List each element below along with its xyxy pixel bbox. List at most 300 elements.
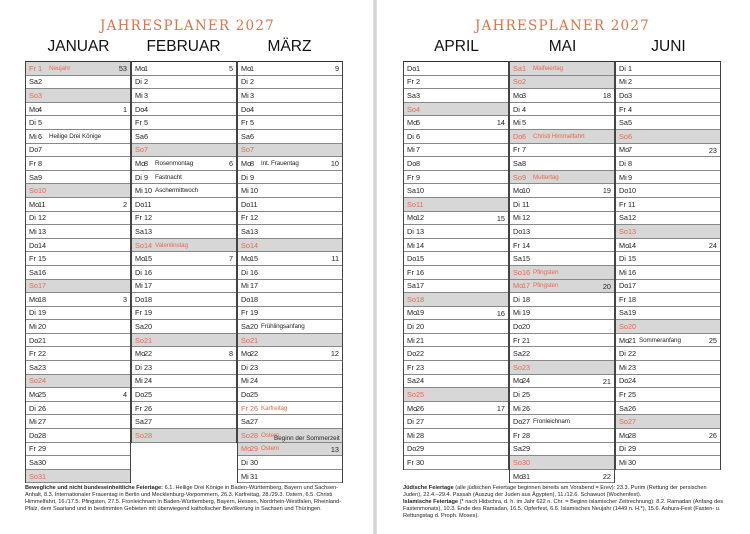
weekday-label: Do (619, 376, 629, 386)
day-number: 14 (416, 240, 425, 250)
footnote-heading-islamic: Islamische Feiertage (403, 499, 459, 506)
event-label: Maifeiertag (533, 64, 564, 72)
day-row (26, 62, 130, 76)
day-row (26, 212, 130, 226)
day-number: 16 (250, 267, 259, 277)
weekday-label: Mi (29, 417, 37, 427)
weekday-label: So (241, 240, 250, 250)
day-number: 3 (250, 90, 255, 100)
weekday-label: Fr (513, 240, 520, 250)
day-row (238, 280, 342, 294)
day-row (26, 388, 130, 402)
weekday-label: So (241, 335, 250, 345)
day-number: 7 (250, 145, 255, 155)
weekday-label: Fr (29, 254, 36, 264)
weekday-label: Sa (619, 213, 628, 223)
day-number: 28 (250, 430, 259, 440)
day-number: 21 (416, 335, 425, 345)
weekday-label: Mo (241, 254, 252, 264)
day-row (26, 429, 130, 443)
weekday-label: Di (513, 294, 520, 304)
day-number: 14 (522, 240, 531, 250)
weekday-label: Mi (407, 335, 415, 345)
day-number: 3 (144, 90, 149, 100)
day-number: 15 (144, 254, 153, 264)
day-row (404, 103, 508, 117)
day-row (616, 212, 720, 226)
day-number: 23 (628, 362, 637, 372)
day-row (404, 347, 508, 361)
weekday-label: Fr (135, 213, 142, 223)
weekday-label: Sa (619, 118, 628, 128)
day-row (404, 130, 508, 144)
day-number: 4 (250, 104, 255, 114)
week-number: 11 (331, 254, 339, 264)
day-row (404, 456, 508, 470)
week-number: 17 (496, 403, 505, 413)
weekday-label: Sa (407, 281, 416, 291)
day-row (132, 280, 236, 294)
day-number: 24 (628, 376, 637, 386)
day-row (510, 443, 614, 457)
weekday-label: So (407, 294, 416, 304)
day-number: 24 (522, 376, 531, 386)
weekday-label: Di (513, 199, 520, 209)
day-row (616, 443, 720, 457)
week-number: 10 (330, 159, 339, 169)
weekday-label: Mi (513, 213, 521, 223)
day-row (26, 252, 130, 266)
day-row (616, 280, 720, 294)
footnote-heading-jewish: Jüdische Feiertage (403, 485, 454, 491)
day-number: 25 (416, 390, 425, 400)
month-header-februar: FEBRUAR (146, 38, 221, 55)
day-number: 3 (416, 90, 421, 100)
day-row (238, 212, 342, 226)
day-number: 29 (628, 444, 637, 454)
weekday-label: Di (29, 213, 36, 223)
day-number: 27 (628, 417, 637, 427)
week-number: 19 (602, 186, 611, 196)
day-row (404, 280, 508, 294)
day-row (404, 388, 508, 402)
day-number: 10 (628, 186, 637, 196)
weekday-label: So (407, 104, 416, 114)
week-number: 18 (602, 91, 611, 101)
day-row (510, 375, 614, 389)
day-number: 26 (38, 403, 47, 413)
weekday-label: Di (407, 131, 414, 141)
weekday-label: Mo (241, 63, 252, 73)
weekday-label: Do (407, 63, 417, 73)
day-row (616, 239, 720, 253)
day-number: 16 (416, 267, 425, 277)
weekday-label: Mo (29, 199, 40, 209)
month-column-februar (131, 61, 237, 443)
day-number: 26 (628, 403, 637, 413)
week-number: 26 (708, 431, 717, 441)
day-number: 3 (522, 90, 527, 100)
weekday-label: Sa (29, 458, 38, 468)
day-row (616, 388, 720, 402)
day-number: 22 (250, 349, 259, 359)
weekday-label: Mi (619, 458, 627, 468)
day-row (132, 76, 236, 90)
weekday-label: Fr (135, 118, 142, 128)
weekday-label: Fr (29, 444, 36, 454)
day-row (510, 116, 614, 130)
week-number: 8 (228, 349, 233, 359)
weekday-label: Fr (619, 199, 626, 209)
weekday-label: Mo (513, 90, 524, 100)
day-row (26, 116, 130, 130)
day-row (238, 198, 342, 212)
day-row (510, 456, 614, 470)
weekday-label: Do (619, 186, 629, 196)
weekday-label: Di (135, 77, 142, 87)
day-row (616, 307, 720, 321)
day-row (26, 470, 130, 484)
weekday-label: Fr (513, 145, 520, 155)
weekday-label: Fr (407, 362, 414, 372)
weekday-label: So (407, 199, 416, 209)
day-number: 11 (250, 199, 258, 209)
day-number: 8 (38, 158, 43, 168)
weekday-label: Mo (135, 254, 146, 264)
day-row (238, 252, 342, 266)
day-number: 11 (522, 199, 530, 209)
weekday-label: So (29, 281, 38, 291)
weekday-label: Di (513, 104, 520, 114)
weekday-label: Fr (241, 308, 248, 318)
day-row (26, 225, 130, 239)
footnote-text-jewish: (alle jüdischen Feiertage beginnen bereits am Vorabend = Erev): 23.3. Purim (Rettung der persischen Juden), 22.4.–29.4. Passah (Auszug der Juden aus Ägypten), 11./12.6. Schawuot (Wochenfest). (403, 485, 707, 499)
weekday-label: Mi (241, 186, 249, 196)
day-number: 18 (416, 294, 425, 304)
day-number: 7 (522, 145, 527, 155)
day-number: 11 (416, 199, 424, 209)
weekday-label: Mo (241, 158, 252, 168)
weekday-label: Do (619, 281, 629, 291)
month-header-maerz: MÄRZ (267, 38, 312, 55)
day-number: 13 (38, 226, 47, 236)
weekday-label: Fr (29, 349, 36, 359)
day-row (238, 293, 342, 307)
weekday-label: Mi (407, 145, 415, 155)
week-number: 20 (602, 281, 611, 291)
weekday-label: Mi (241, 471, 249, 481)
weekday-label: Fr (241, 118, 248, 128)
day-number: 2 (628, 77, 633, 87)
day-number: 5 (628, 118, 633, 128)
day-row (132, 130, 236, 144)
day-number: 17 (522, 281, 531, 291)
day-row (238, 347, 342, 361)
day-row (616, 157, 720, 171)
day-number: 20 (250, 322, 259, 332)
day-row (616, 89, 720, 103)
day-number: 17 (628, 281, 637, 291)
weekday-label: Do (619, 90, 629, 100)
month-header-juni: JUNI (651, 38, 686, 55)
day-number: 15 (38, 254, 47, 264)
day-number: 19 (144, 308, 153, 318)
day-number: 31 (522, 471, 531, 481)
event-label: Muttertag (533, 173, 559, 181)
day-number: 2 (38, 77, 43, 87)
day-row (26, 239, 130, 253)
day-number: 12 (250, 213, 259, 223)
day-number: 7 (144, 145, 149, 155)
day-row (404, 415, 508, 429)
day-row (616, 334, 720, 348)
weekday-label: Fr (407, 77, 414, 87)
day-row (616, 320, 720, 334)
weekday-label: Fr (29, 158, 36, 168)
day-number: 19 (38, 308, 47, 318)
day-number: 9 (522, 172, 527, 182)
week-number: 9 (334, 64, 339, 73)
weekday-label: Do (135, 104, 145, 114)
weekday-label: So (513, 458, 522, 468)
weekday-label: Di (407, 417, 414, 427)
day-row (510, 144, 614, 158)
day-row (132, 225, 236, 239)
weekday-label: Sa (513, 63, 522, 73)
week-number: 4 (122, 390, 127, 400)
day-row (510, 130, 614, 144)
weekday-label: Di (29, 308, 36, 318)
day-row (404, 375, 508, 389)
day-number: 26 (416, 403, 425, 413)
day-row (238, 171, 342, 185)
day-row (510, 198, 614, 212)
day-number: 10 (522, 186, 531, 196)
week-number: 24 (708, 240, 717, 250)
day-number: 27 (250, 417, 259, 427)
weekday-label: Fr (135, 308, 142, 318)
day-number: 22 (144, 349, 153, 359)
weekday-label: Sa (513, 254, 522, 264)
day-row (404, 361, 508, 375)
day-row (510, 470, 614, 484)
week-number: 3 (122, 295, 127, 305)
weekday-label: Di (619, 63, 626, 73)
day-row (132, 239, 236, 253)
day-number: 7 (416, 145, 421, 155)
weekday-label: So (135, 240, 144, 250)
weekday-label: Mo (513, 186, 524, 196)
day-row (26, 266, 130, 280)
day-number: 2 (416, 77, 421, 87)
weekday-label: Do (241, 199, 251, 209)
day-number: 24 (250, 376, 259, 386)
day-number: 2 (522, 77, 527, 87)
day-row (404, 293, 508, 307)
day-number: 28 (38, 430, 47, 440)
day-number: 16 (38, 267, 47, 277)
weekday-label: Di (407, 226, 414, 236)
month-header-april: APRIL (434, 38, 479, 55)
day-row (26, 198, 130, 212)
day-row (510, 171, 614, 185)
day-row (616, 144, 720, 158)
day-row (616, 130, 720, 144)
day-number: 25 (250, 390, 259, 400)
day-row (132, 252, 236, 266)
weekday-label: Fr (29, 63, 36, 73)
month-column-januar (25, 61, 131, 483)
weekday-label: Fr (513, 430, 520, 440)
day-row (616, 429, 720, 443)
day-row (510, 239, 614, 253)
day-number: 21 (522, 335, 531, 345)
weekday-label: Do (241, 294, 251, 304)
day-number: 18 (38, 294, 47, 304)
weekday-label: Sa (619, 308, 628, 318)
day-row (404, 144, 508, 158)
day-number: 24 (144, 376, 153, 386)
weekday-label: Mo (241, 444, 252, 454)
day-row (26, 347, 130, 361)
day-number: 23 (522, 362, 531, 372)
weekday-label: Mo (619, 430, 630, 440)
day-number: 8 (416, 158, 421, 168)
day-number: 2 (250, 77, 255, 87)
weekday-label: Sa (407, 186, 416, 196)
weekday-label: Sa (29, 267, 38, 277)
day-row (132, 266, 236, 280)
day-number: 2 (144, 77, 149, 87)
day-number: 22 (522, 349, 531, 359)
day-row (510, 334, 614, 348)
day-row (26, 184, 130, 198)
day-number: 28 (522, 430, 531, 440)
weekday-label: Di (513, 390, 520, 400)
weekday-label: Do (513, 417, 523, 427)
day-number: 28 (628, 430, 637, 440)
weekday-label: So (513, 77, 522, 87)
day-number: 14 (144, 240, 153, 250)
day-number: 4 (416, 104, 421, 114)
day-number: 27 (416, 417, 425, 427)
weekday-label: Fr (619, 104, 626, 114)
week-number: 5 (228, 64, 233, 73)
day-row (132, 320, 236, 334)
day-number: 26 (522, 403, 531, 413)
day-number: 4 (628, 104, 633, 114)
day-number: 3 (628, 90, 633, 100)
day-row (510, 402, 614, 416)
day-number: 14 (250, 240, 259, 250)
footnote-text-islamic: (* nach Hidschra, d. h. im Jahr 622 n. Chr. = Beginn islamischer Zeitrechnung): 8.2. Ramadan (Anfang des Fastenmonats), 10.3. Ende des Ramadan, 16.5. Opferfest, 6.6. Islamisches Neujahr (1449 n. H.*), 15.6. Ashura-Fest (Fasten- u. Rettungstag d. Proph. Moses). (403, 499, 724, 520)
weekday-label: So (29, 471, 38, 481)
week-number: 14 (496, 118, 505, 128)
day-row (510, 429, 614, 443)
weekday-label: Mo (241, 349, 252, 359)
day-row (404, 76, 508, 90)
event-label: Frühlingsanfang (261, 323, 305, 331)
day-row (26, 361, 130, 375)
weekday-label: Do (407, 254, 417, 264)
day-number: 4 (522, 104, 527, 114)
week-number: 13 (330, 444, 339, 454)
day-row (26, 89, 130, 103)
week-number: 53 (118, 64, 127, 73)
day-row (238, 130, 342, 144)
day-row (404, 62, 508, 76)
event-label: Int. Frauentag (261, 159, 299, 167)
day-row (238, 388, 342, 402)
day-number: 13 (522, 226, 531, 236)
week-number: 25 (708, 335, 717, 345)
weekday-label: So (135, 430, 144, 440)
weekday-label: Sa (135, 131, 144, 141)
day-number: 9 (250, 172, 255, 182)
weekday-label: Mi (619, 267, 627, 277)
day-number: 29 (38, 444, 47, 454)
page-title-left: JAHRESPLANER 2027 (100, 18, 275, 34)
day-number: 19 (628, 308, 637, 318)
day-number: 1 (38, 63, 43, 73)
event-sublabel: Beginn der Sommerzeit (274, 435, 340, 443)
day-row (616, 293, 720, 307)
day-number: 6 (144, 131, 149, 141)
day-row (510, 307, 614, 321)
day-row (238, 62, 342, 76)
day-row (404, 320, 508, 334)
weekday-label: Mi (513, 118, 521, 128)
day-number: 21 (250, 335, 259, 345)
day-number: 6 (416, 131, 421, 141)
day-row (26, 130, 130, 144)
day-row (132, 62, 236, 76)
day-row (26, 443, 130, 457)
week-number: 2 (122, 199, 127, 209)
weekday-label: Di (241, 362, 248, 372)
day-number: 30 (416, 458, 425, 468)
day-number: 16 (144, 267, 153, 277)
footnote-heading: Bewegliche und nicht bundeseinheitliche Feiertage: (25, 485, 164, 491)
day-row (238, 225, 342, 239)
weekday-label: Sa (241, 226, 250, 236)
day-number: 10 (38, 186, 47, 196)
day-row (26, 280, 130, 294)
day-row (132, 388, 236, 402)
day-number: 20 (144, 322, 153, 332)
day-row (238, 443, 342, 457)
weekday-label: Mi (407, 430, 415, 440)
month-header-januar: JANUAR (47, 38, 110, 55)
day-row (238, 144, 342, 158)
weekday-label: So (241, 430, 250, 440)
day-row (26, 157, 130, 171)
month-column-april (403, 61, 509, 470)
weekday-label: Do (407, 349, 417, 359)
day-row (510, 266, 614, 280)
event-label: Aschermittwoch (155, 187, 199, 195)
weekday-label: Fr (407, 267, 414, 277)
day-number: 25 (522, 390, 531, 400)
event-label: Ostern (261, 445, 280, 453)
day-row (616, 347, 720, 361)
day-number: 17 (250, 281, 259, 291)
weekday-label: Mo (407, 213, 418, 223)
day-number: 23 (144, 362, 153, 372)
weekday-label: So (241, 145, 250, 155)
weekday-label: Sa (29, 77, 38, 87)
day-row (616, 266, 720, 280)
